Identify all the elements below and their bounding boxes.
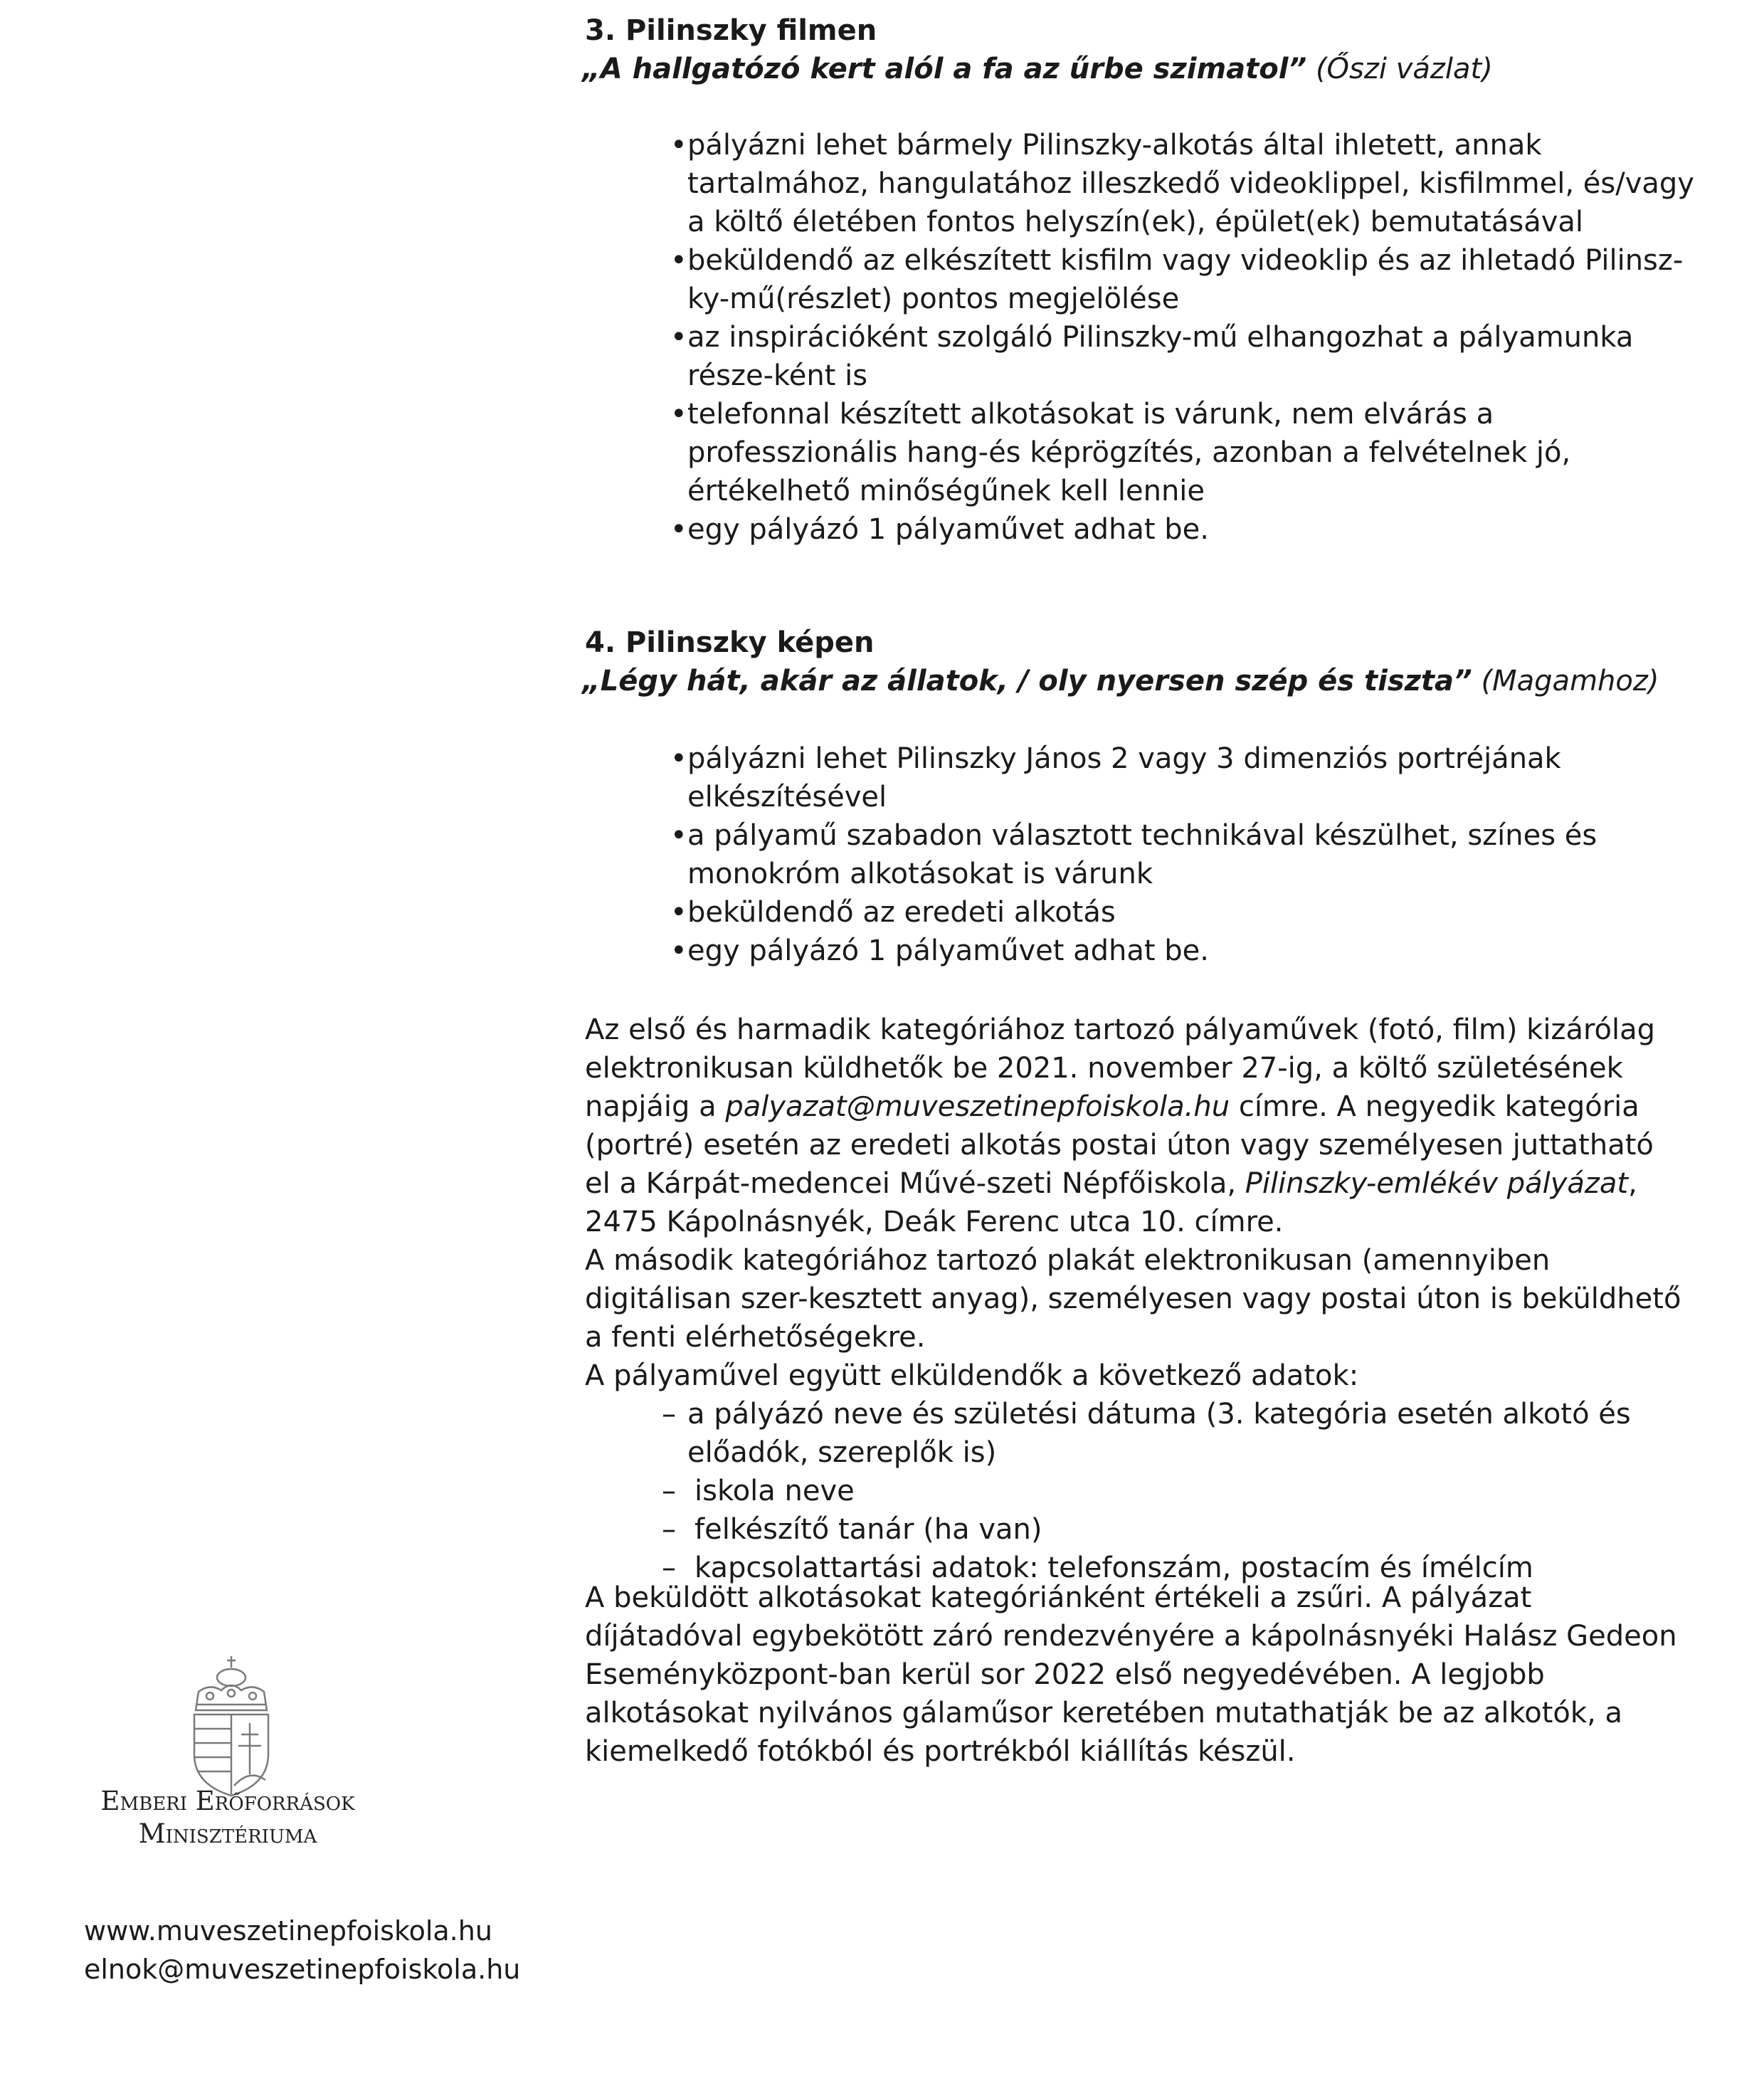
text: címre. A negyedik kategória (portré) esetén az eredeti alkotás postai úton vagy személyesen juttatható el a Kárpát-medencei Művé-szeti Népfőiskola,: [585, 1090, 1654, 1200]
list-item: • a pályamű szabadon választott technikával készülhet, színes és monokróm alkotásokat is várunk: [670, 816, 1695, 893]
submission-paragraph-3: A pályaművel együtt elküldendők a következő adatok:: [585, 1359, 1359, 1392]
list-item: • egy pályázó 1 pályaművet adhat be.: [670, 932, 1695, 970]
section-3-header: [582, 11, 1692, 88]
section-4-header: [582, 623, 1692, 700]
closing-section: [585, 1579, 1688, 1771]
list-item: • beküldendő az elkészített kisfilm vagy videoklip és az ihletadó Pilinsz-ky-mű(részlet) pontos megjelölése: [670, 241, 1695, 318]
ministry-logo-text: [78, 1785, 377, 1850]
list-item: • az inspirációként szolgáló Pilinszky-mű elhangozhat a pályamunka része-ként is: [670, 318, 1695, 395]
email-link[interactable]: elnok@muveszetinepfoiskola.hu: [84, 1954, 521, 1985]
submission-paragraph-2: A második kategóriához tartozó plakát elektronikusan (amennyiben digitálisan szer-kesztett anyag), személyesen vagy postai úton is beküldhető a fenti elérhetőségekre.: [585, 1244, 1681, 1354]
competition-name: Pilinszky-emlékév pályázat: [1245, 1167, 1629, 1200]
closing-paragraph: A beküldött alkotásokat kategóriánként értékeli a zsűri. A pályázat díjátadóval egybekötött záró rendezvényére a kápolnásnyéki Halász Gedeon Eseményközpont-ban kerül sor 2022 első negyedévében. A legjobb alkotásokat nyilvános gálaműsor keretében mutathatják be az alkotók, a kiemelkedő fotókból és portrékból kiállítás készül.: [585, 1581, 1677, 1768]
submission-paragraph-1: [585, 1011, 1688, 1241]
dash: –: [662, 1513, 676, 1546]
section-4-quote-line: [582, 662, 1692, 700]
section-4-quote: „Légy hát, akár az állatok, / oly nyersen szép és tiszta”: [582, 665, 1472, 697]
list-item: • pályázni lehet Pilinszky János 2 vagy 3 dimenziós portréjának elkészítésével: [670, 739, 1695, 816]
section-3-bullets: [670, 126, 1695, 549]
dash: –: [662, 1475, 676, 1507]
website-link[interactable]: www.muveszetinepfoiskola.hu: [84, 1915, 492, 1947]
section-4-title: 4. Pilinszky képen: [585, 626, 875, 659]
section-3-source: (Őszi vázlat): [1315, 53, 1493, 85]
section-3-title: 3. Pilinszky filmen: [585, 14, 877, 47]
list-item: • telefonnal készített alkotásokat is várunk, nem elvárás a professzionális hang-és képrögzítés, azonban a felvételnek jó, értékelhető minőségűnek kell lennie: [670, 395, 1695, 510]
submission-info: [585, 1011, 1688, 1587]
list-item: [662, 1472, 1686, 1510]
dash: –: [662, 1398, 676, 1431]
text: felkészítő tanár (ha van): [694, 1513, 1042, 1546]
list-item: [662, 1510, 1686, 1549]
list-item: • beküldendő az eredeti alkotás: [670, 893, 1695, 932]
dash: –: [662, 1552, 676, 1584]
required-data-list: [662, 1395, 1686, 1587]
list-item: [662, 1395, 1686, 1472]
text: Az első és harmadik kategóriához tartozó pályaművek (fotó, film) kizárólag elektronikusan küldhetők be 2021. november 27-ig, a költő születésének napjáig a: [585, 1013, 1656, 1123]
text: a pályázó neve és születési dátuma (3. kategória esetén alkotó és előadók, szereplők is): [687, 1398, 1631, 1469]
list-item: • egy pályázó 1 pályaművet adhat be.: [670, 510, 1695, 549]
text: iskola neve: [694, 1475, 855, 1507]
submission-email[interactable]: palyazat@muveszetinepfoiskola.hu: [725, 1090, 1230, 1123]
ministry-line-2: Minisztériuma: [138, 1818, 317, 1849]
text: kapcsolattartási adatok: telefonszám, postacím és ímélcím: [694, 1552, 1533, 1584]
section-3-quote: „A hallgatózó kert alól a fa az űrbe szimatol”: [582, 53, 1307, 85]
footer-contacts: [84, 1912, 520, 1989]
list-item: • pályázni lehet bármely Pilinszky-alkotás által ihletett, annak tartalmához, hangulatához illeszkedő videoklippel, kisfilmmel, és/vagy a költő életében fontos helyszín(ek), épület(ek) bemutatásával: [670, 126, 1695, 241]
ministry-line-1: Emberi Erőforrások: [100, 1786, 355, 1816]
section-4-bullets: [670, 739, 1695, 970]
hungarian-coat-of-arms-icon: [189, 1655, 274, 1797]
text: , 2475 Kápolnásnyék, Deák Ferenc utca 10. címre.: [585, 1167, 1637, 1238]
section-3-quote-line: [582, 50, 1692, 88]
section-4-source: (Magamhoz): [1481, 665, 1659, 697]
